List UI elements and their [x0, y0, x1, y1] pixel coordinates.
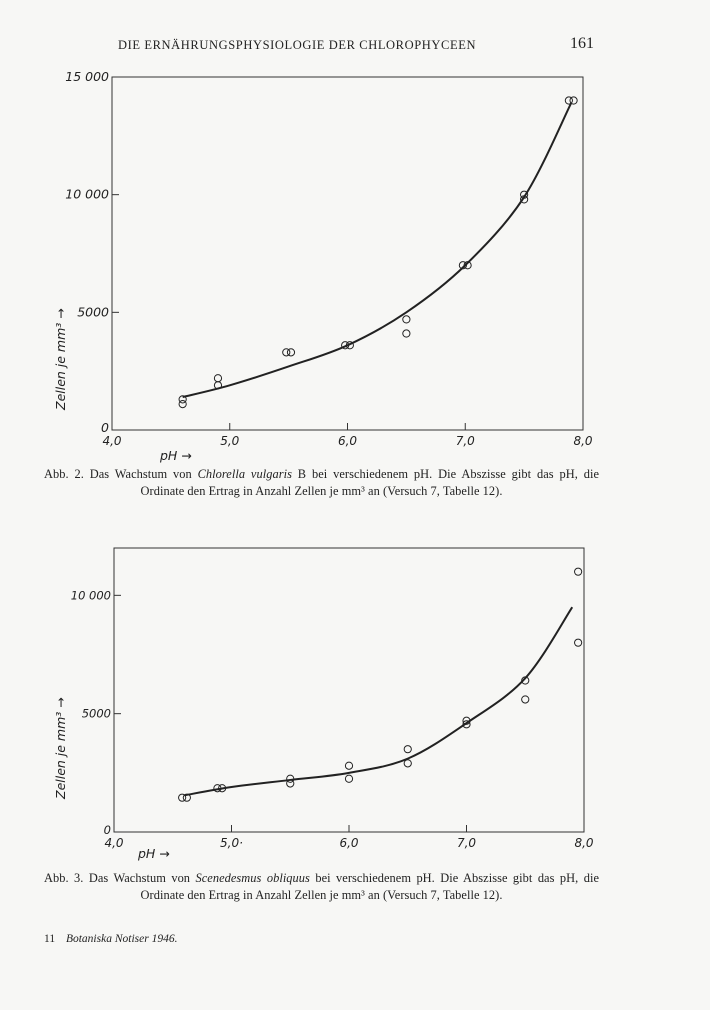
- footer-number: 11: [44, 933, 56, 945]
- x-tick-label: 7,0: [456, 836, 477, 850]
- footer-journal: Botaniska Notiser 1946.: [65, 933, 178, 945]
- plot-frame: [112, 77, 583, 430]
- caption-prefix: Abb. 3. Das Wachstum von: [44, 871, 196, 885]
- data-point: [404, 746, 411, 753]
- caption-prefix: Abb. 2. Das Wachstum von: [44, 467, 198, 481]
- caption-species: Scenedesmus obliquus: [195, 871, 310, 885]
- data-point: [345, 775, 352, 782]
- data-point: [575, 568, 582, 575]
- y-axis-label: Zellen je mm³ →: [53, 308, 68, 410]
- y-tick-label: 10 000: [70, 588, 111, 603]
- caption-species: Chlorella vulgaris: [197, 467, 292, 481]
- x-tick-label: 7,0: [455, 434, 475, 448]
- y-tick-label: 5000: [81, 706, 111, 721]
- figure-2-chart: [0, 60, 710, 463]
- y-tick-label: 0: [103, 823, 111, 837]
- figure-3-chart: [0, 534, 710, 864]
- running-head-title: DIE ERNÄHRUNGSPHYSIOLOGIE DER CHLOROPHYCEEN: [118, 38, 477, 52]
- x-axis-label: pH →: [160, 448, 192, 463]
- x-tick-label: 8,0: [574, 836, 594, 850]
- data-point: [575, 639, 582, 646]
- caption-suffix: B bei verschiedenem pH. Die Abszisse gibt das pH, die Ordinate den Ertrag in Anzahl Zellen je mm³ an (Versuch 7, Tabelle 12).: [140, 467, 599, 498]
- page-footer: [44, 933, 177, 945]
- data-point: [403, 316, 410, 323]
- y-tick-label: 0: [101, 420, 109, 435]
- x-axis-label: pH →: [138, 846, 170, 861]
- x-tick-label: 8,0: [573, 434, 593, 448]
- running-head: [0, 36, 710, 56]
- fitted-curve: [185, 607, 573, 795]
- figure-3-caption: [44, 870, 599, 904]
- caption-suffix: bei verschiedenem pH. Die Abszisse gibt das pH, die Ordinate den Ertrag in Anzahl Zellen je mm³ an (Versuch 7, Tabelle 12).: [140, 871, 600, 902]
- data-point: [287, 780, 294, 787]
- y-tick-label: 5000: [77, 304, 109, 320]
- data-point: [214, 375, 221, 382]
- x-tick-label: 5,0: [220, 434, 240, 448]
- x-tick-label: 6,0: [337, 434, 358, 448]
- data-point: [403, 330, 410, 337]
- data-point: [287, 349, 294, 356]
- x-tick-label: 6,0: [339, 836, 359, 850]
- y-axis-label: Zellen je mm³ →: [53, 697, 68, 799]
- figure-2-caption: [44, 466, 599, 500]
- data-point: [404, 760, 411, 767]
- fitted-curve: [183, 103, 572, 397]
- page-number: 161: [570, 35, 594, 52]
- y-tick-label: 15 000: [65, 69, 109, 84]
- data-point: [345, 762, 352, 769]
- data-point: [570, 97, 577, 104]
- y-tick-label: 10 000: [65, 186, 109, 202]
- data-point: [179, 401, 186, 408]
- x-tick-label: 4,0: [102, 434, 122, 448]
- x-tick-label: 5,0·: [220, 836, 243, 850]
- x-tick-label: 4,0: [104, 836, 124, 850]
- data-point: [522, 696, 529, 703]
